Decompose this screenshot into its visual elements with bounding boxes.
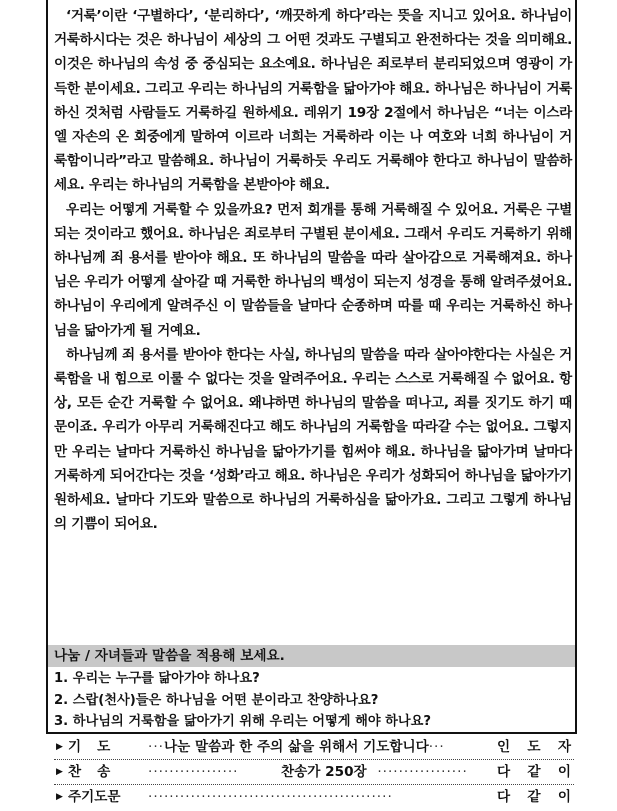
paragraph-1: ‘거룩’이란 ‘구별하다’, ‘분리하다’, ‘깨끗하게 하다’라는 뜻을 지니고 있어요. 하나님이 거룩하시다는 것은 하나님이 세상의 그 어떤 것과도 구별되고 완전하다는 것을 의미해요. 이것은 하나님의 속성 중 중심되는 요소예요. 하나님은 죄로부터 분리되었으며 영광이 가득한 분이세요. 그리고 우리는 하나님의 거룩함을 닮아가야 해요. 하나님은 하나님이 거룩하신 것처럼 사람들도 거룩하길 원하세요. 레위기 19장 2절에서 하나님은 “너는 이스라엘 자손의 온 회중에게 말하여 이르라 너희는 거룩하라 이는 나 여호와 너희 하나님이 거룩함이니라”라고 말씀해요. 하나님이 거룩하듯 우리도 거룩해야 한다고 하나님이 말씀하세요. 우리는 하나님의 거룩함을 본받아야 해요. xyxy=(54,8,572,194)
paragraph-3: 하나님께 죄 용서를 받아야 한다는 사실, 하나님의 말씀을 따라 살아야한다는 사실은 거룩함을 내 힘으로 이룰 수 없다는 것을 알려주어요. 우리는 스스로 거룩해질 수 없어요. 항상, 모든 순간 거룩할 수 없어요. 왜냐하면 하나님의 말씀을 떠나고, 죄를 짓기도 하기 때문이죠. 우리가 아무리 거룩해진다고 해도 하나님의 거룩함을 따라갈 수는 없어요. 그렇지만 우리는 날마다 거룩하신 하나님을 닮아가기를 힘써야 해요. 하나님을 닮아가며 날마다 거룩하게 되어간다는 것을 ‘성화’라고 해요. 하나님은 우리가 성화되어 하나님을 닮아가기 원하세요. 날마다 기도와 말씀으로 하나님의 거룩하심을 닮아가요. 그리고 그렇게 하나님의 기쁨이 되어요. xyxy=(54,346,572,533)
triangle-right-icon: ▶ xyxy=(56,742,63,752)
order-item-name: 기도 xyxy=(68,739,127,755)
question-1: 1. 우리는 누구를 닮아가야 하나요? xyxy=(54,671,260,686)
order-item-leader: 다 같 이 xyxy=(497,764,571,780)
order-row-prayer xyxy=(54,735,574,760)
order-item-leader: 다 같 이 xyxy=(497,789,571,805)
triangle-right-icon: ▶ xyxy=(56,767,63,777)
order-item-text: 나눈 말씀과 한 주의 삶을 위해서 기도합니다 xyxy=(163,739,429,755)
order-item-content: ················· 찬송가 250장 ················· xyxy=(148,764,468,780)
order-row-hymn xyxy=(54,760,574,785)
order-item-name: 주기도문 xyxy=(68,789,121,805)
paragraph-2: 우리는 어떻게 거룩할 수 있을까요? 먼저 회개를 통해 거룩해질 수 있어요. 거룩은 구별되는 것이라고 했어요. 하나님은 죄로부터 구별된 분이세요. 그래서 우리도 거룩하기 위해 하나님께 죄 용서를 받아야 해요. 또 하나님의 말씀을 따라 살아감으로 거룩해져요. 하나님은 우리가 어떻게 살아갈 때 거룩한 하나님의 백성이 되는지 성경을 통해 알려주셨어요. 하나님이 우리에게 알려주신 이 말씀들을 날마다 순종하며 따를 때 우리는 거룩하신 하나님을 닮아가게 될 거예요. xyxy=(54,201,572,339)
triangle-right-icon: ▶ xyxy=(56,792,63,802)
worship-order xyxy=(54,735,574,809)
question-list xyxy=(54,668,572,733)
order-item-text: 찬송가 250장 xyxy=(281,764,367,780)
question-3: 3. 하나님의 거룩함을 닮아가기 위해 우리는 어떻게 해야 하나요? xyxy=(54,714,432,729)
order-item-name: 찬송 xyxy=(68,764,127,780)
question-2: 2. 스랍(천사)들은 하나님을 어떤 분이라고 찬양하나요? xyxy=(54,692,379,708)
order-item-leader: 인 도 자 xyxy=(497,739,571,755)
share-section-header: 나눔 / 자녀들과 말씀을 적용해 보세요. xyxy=(48,645,575,667)
order-row-lords-prayer xyxy=(54,785,574,809)
devotional-body xyxy=(54,4,572,536)
order-item-content: ·············································· xyxy=(148,789,393,805)
order-item-content: ···나눈 말씀과 한 주의 삶을 위해서 기도합니다··· xyxy=(148,739,445,755)
